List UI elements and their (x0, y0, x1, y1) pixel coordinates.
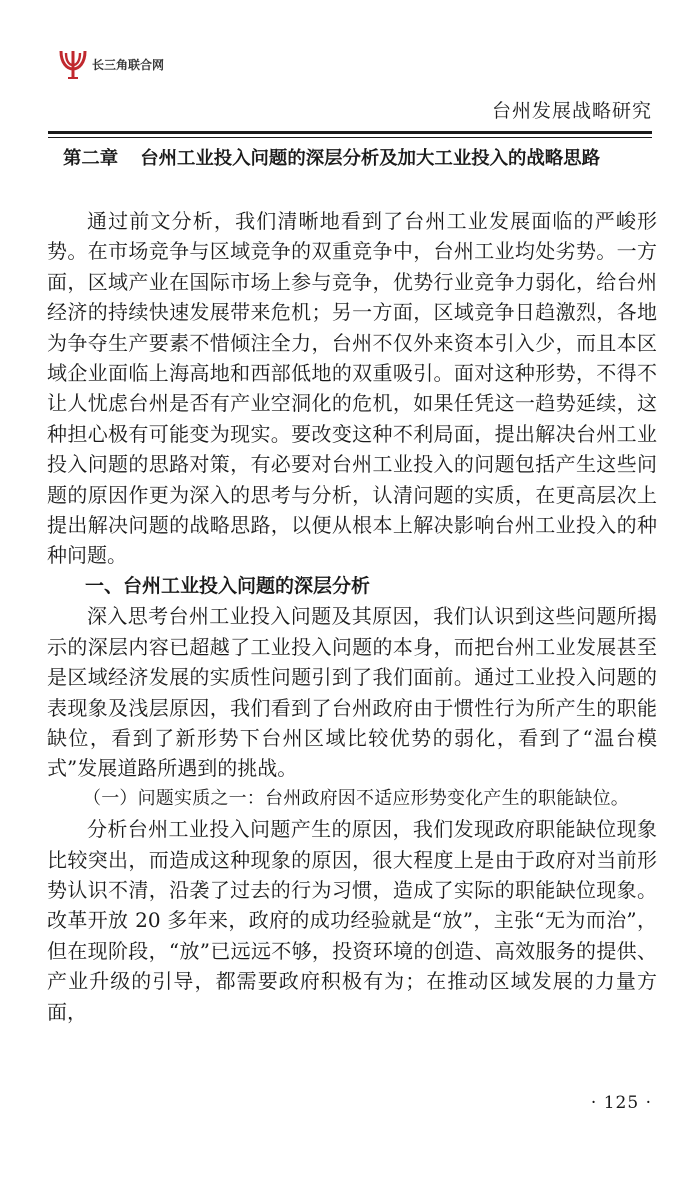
logo-text: 长三角联合网 (92, 57, 165, 72)
section-heading: 一、台州工业投入问题的深层分析 (85, 574, 371, 597)
chapter-title-text: 台州工业投入问题的深层分析及加大工业投入的战略思路 (140, 148, 600, 169)
chapter-title (63, 146, 663, 172)
running-head: 台州发展战略研究 (491, 100, 652, 122)
paragraph-intro: 通过前文分析，我们清晰地看到了台州工业发展面临的严峻形势。在市场竞争与区域竞争的双重竞争中，台州工业均处劣势。一方面，区域产业在国际市场上参与竞争，优势行业竞争力弱化，给台州经济的持续快速发展带来危机；另一方面，区域竞争日趋激烈，各地为争夺生产要素不惜倾注全力，台州不仅外来资本引入少，而且本区域企业面临上海高地和西部低地的双重吸引。面对这种形势，不得不让人忧虑台州是否有产业空洞化的危机，如果任凭这一趋势延续，这种担心极有可能变为现实。要改变这种不利局面，提出解决台州工业投入问题的思路对策，有必要对台州工业投入的问题包括产生这些问题的原因作更为深入的思考与分析，认清问题的实质，在更高层次上提出解决问题的战略思路，以便从根本上解决影响台州工业投入的种种问题。 (47, 209, 657, 568)
chapter-number: 第二章 (63, 148, 119, 169)
header-rule-thick (48, 131, 652, 134)
header-rule-thin (48, 137, 652, 138)
site-logo (58, 47, 164, 81)
logo-icon (58, 47, 88, 81)
body-text (47, 206, 657, 1027)
paragraph-analysis: 深入思考台州工业投入问题及其原因，我们认识到这些问题所揭示的深层内容已超越了工业投入问题的本身，而把台州工业发展甚至是区域经济发展的实质性问题引到了我们面前。通过工业投入问题的表现象及浅层原因，我们看到了台州政府由于惯性行为所产生的职能缺位，看到了新形势下台州区域比较优势的弱化，看到了“温台模式”发展道路所遇到的挑战。 (47, 604, 657, 781)
paragraph-government: 分析台州工业投入问题产生的原因，我们发现政府职能缺位现象比较突出，而造成这种现象的原因，很大程度上是由于政府对当前形势认识不清，沿袭了过去的行为习惯，造成了实际的职能缺位现象。改革开放 20 多年来，政府的成功经验就是“放”，主张“无为而治”，但在现阶段，“放”已远远不够，投资环境的创造、高效服务的提供、产业升级的引导，都需要政府积极有为；在推动区域发展的力量方面， (47, 817, 657, 1024)
sub-heading: （一）问题实质之一：台州政府因不适应形势变化产生的职能缺位。 (83, 787, 629, 809)
page-number: · 125 · (590, 1093, 652, 1113)
